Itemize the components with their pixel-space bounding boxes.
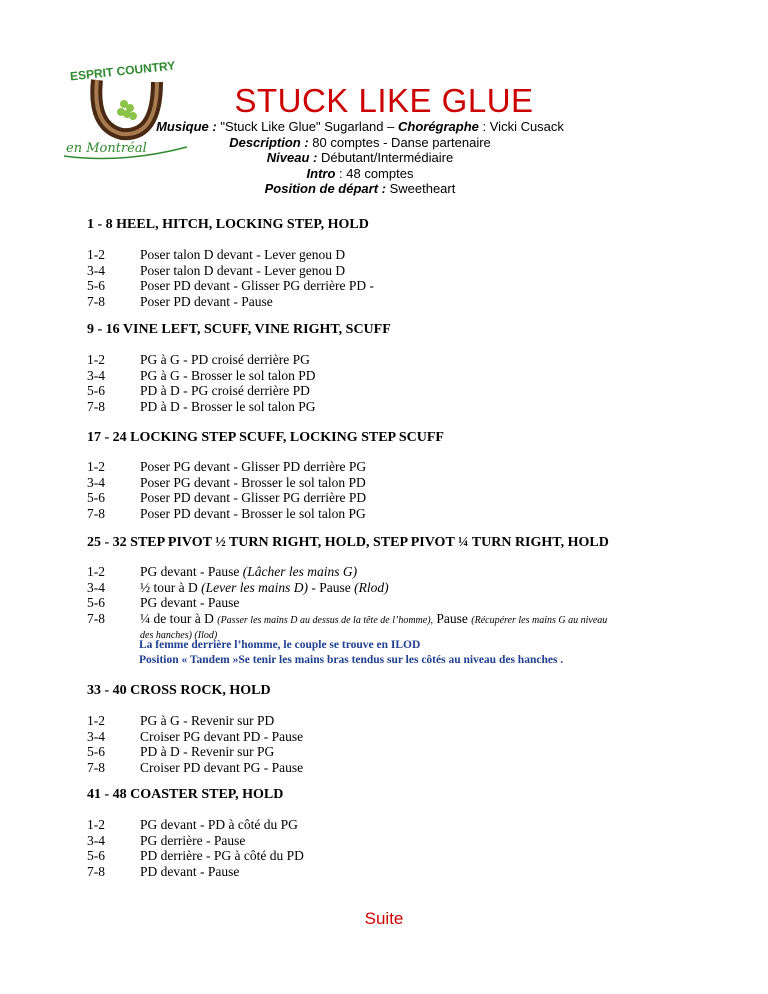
step-row <box>87 383 316 399</box>
step-count: 3-4 <box>87 262 105 278</box>
step-text: PG à G - Brosser le sol talon PD <box>140 367 316 383</box>
step-count: 3-4 <box>87 832 105 848</box>
step-text: PG devant - Pause <box>140 564 240 579</box>
step-text: PD à D - Revenir sur PG <box>140 744 275 759</box>
step-row <box>87 848 304 864</box>
step-text: Poser PD devant - Glisser PG derrière PD <box>140 490 367 505</box>
step-count: 1-2 <box>87 564 105 579</box>
step-row <box>87 760 303 776</box>
step-row <box>87 506 366 522</box>
step-row <box>87 294 374 310</box>
step-count: 7-8 <box>87 759 105 775</box>
section-steps <box>87 247 374 309</box>
step-text-2: - Pause <box>311 579 351 595</box>
section-title: 9 - 16 VINE LEFT, SCUFF, VINE RIGHT, SCUFF <box>87 322 391 337</box>
note-line: Position « Tandem »Se tenir les mains bras tendus sur les côtés au niveau des hanches . <box>139 654 564 666</box>
step-text: Poser PD devant - Brosser le sol talon PG <box>140 505 366 521</box>
niveau-value: Débutant/Intermédiaire <box>320 150 454 165</box>
step-text: Poser PD devant - Pause <box>140 293 273 309</box>
step-row <box>87 368 316 384</box>
section-steps <box>87 713 303 775</box>
step-row <box>87 247 374 263</box>
step-row <box>87 490 366 506</box>
step-row <box>87 744 303 760</box>
step-text: Poser PG devant - Brosser le sol talon PD <box>140 474 366 490</box>
step-count: 1-2 <box>87 459 105 474</box>
step-count: 7-8 <box>87 398 105 414</box>
step-extra: (Lâcher les mains G) <box>242 564 358 579</box>
section-steps <box>87 817 304 879</box>
step-count: 5-6 <box>87 278 105 293</box>
step-count: 1-2 <box>87 713 105 728</box>
step-count: 5-6 <box>87 848 105 863</box>
step-count: 3-4 <box>87 728 105 744</box>
step-text: PD à D - PG croisé derrière PD <box>140 383 310 398</box>
section-title: 17 - 24 LOCKING STEP SCUFF, LOCKING STEP SCUFF <box>87 430 444 445</box>
section-title: 33 - 40 CROSS ROCK, HOLD <box>87 683 271 698</box>
suite-link[interactable]: Suite <box>364 909 404 928</box>
step-text: PG devant - Pause <box>140 595 240 610</box>
description-value: 80 comptes - Danse partenaire <box>312 134 491 150</box>
step-row <box>87 729 303 745</box>
step-count: 3-4 <box>87 367 105 383</box>
step-small-note-3: des hanches) (Ilod) <box>140 630 218 641</box>
step-row <box>87 817 304 833</box>
step-text: PD derrière - PG à côté du PD <box>140 848 304 863</box>
section-steps <box>87 459 366 521</box>
position-note <box>139 638 563 668</box>
step-text: ½ tour à D <box>140 579 198 595</box>
step-count: 7-8 <box>87 610 105 626</box>
step-row <box>87 352 316 368</box>
step-count: 7-8 <box>87 863 105 879</box>
step-text: PD devant - Pause <box>140 863 240 879</box>
step-count: 5-6 <box>87 744 105 759</box>
step-small-note-2: (Récupérer les mains G au niveau <box>471 614 608 626</box>
step-text: PG devant - PD à côté du PG <box>140 817 298 832</box>
step-row <box>87 580 607 596</box>
step-extra-2: (Rlod) <box>354 579 389 595</box>
step-row <box>87 459 366 475</box>
step-text: Croiser PD devant PG - Pause <box>140 759 304 775</box>
step-row <box>87 595 607 611</box>
step-count: 1-2 <box>87 817 105 832</box>
step-row <box>87 713 303 729</box>
musique-label: Musique : <box>156 119 217 134</box>
step-text: Poser PD devant - Glisser PG derrière PD - <box>140 278 374 293</box>
step-row <box>87 399 316 415</box>
step-count: 1-2 <box>87 352 105 367</box>
step-text: PG à G - PD croisé derrière PG <box>140 352 310 367</box>
step-text: ¼ de tour à D <box>140 610 214 626</box>
step-row <box>87 475 366 491</box>
step-text-2: Pause <box>436 610 468 626</box>
step-count: 7-8 <box>87 505 105 521</box>
step-text: Poser PG devant - Glisser PD derrière PG <box>140 459 367 474</box>
musique-value: "Stuck Like Glue" Sugarland – <box>220 119 395 134</box>
step-text: PG à G - Revenir sur PD <box>140 713 275 728</box>
position-value: Sweetheart <box>389 181 456 196</box>
svg-text:en Montréal: en Montréal <box>66 141 147 156</box>
step-count: 5-6 <box>87 383 105 398</box>
step-text: PD à D - Brosser le sol talon PG <box>140 398 316 414</box>
note-line: La femme derrière l’homme, le couple se trouve en ILOD <box>139 639 421 651</box>
step-row <box>87 278 374 294</box>
step-text: PG derrière - Pause <box>140 832 246 848</box>
step-small-note: (Passer les mains D au dessus de la tête de l’homme), <box>217 614 434 626</box>
choregraphe-value: : Vicki Cusack <box>482 119 564 134</box>
step-row <box>87 263 374 279</box>
step-row <box>87 833 304 849</box>
svg-text:ESPRIT COUNTRY: ESPRIT COUNTRY <box>69 58 176 84</box>
intro-label: Intro <box>306 165 336 181</box>
step-count: 1-2 <box>87 247 105 262</box>
intro-value: : 48 comptes <box>339 165 414 181</box>
step-text: Poser talon D devant - Lever genou D <box>140 247 346 262</box>
dance-info <box>150 119 570 197</box>
step-count: 5-6 <box>87 490 105 505</box>
description-label: Description : <box>229 134 309 150</box>
section-title: 25 - 32 STEP PIVOT ½ TURN RIGHT, HOLD, STEP PIVOT ¼ TURN RIGHT, HOLD <box>87 535 609 550</box>
step-row <box>87 864 304 880</box>
step-count: 5-6 <box>87 595 105 610</box>
niveau-label: Niveau : <box>266 150 318 165</box>
section-title: 41 - 48 COASTER STEP, HOLD <box>87 787 284 802</box>
step-text: Poser talon D devant - Lever genou D <box>140 262 346 278</box>
step-text: Croiser PG devant PD - Pause <box>140 728 304 744</box>
choregraphe-label: Chorégraphe <box>397 119 479 134</box>
step-count: 3-4 <box>87 579 105 595</box>
step-count: 7-8 <box>87 293 105 309</box>
section-steps <box>87 564 607 644</box>
step-row <box>87 564 607 580</box>
step-count: 3-4 <box>87 474 105 490</box>
section-steps <box>87 352 316 414</box>
section-title: 1 - 8 HEEL, HITCH, LOCKING STEP, HOLD <box>87 217 369 232</box>
step-extra: (Lever les mains D) <box>201 579 308 595</box>
position-label: Position de départ : <box>264 181 386 196</box>
step-row <box>87 611 607 629</box>
page-title: STUCK LIKE GLUE <box>234 82 534 119</box>
